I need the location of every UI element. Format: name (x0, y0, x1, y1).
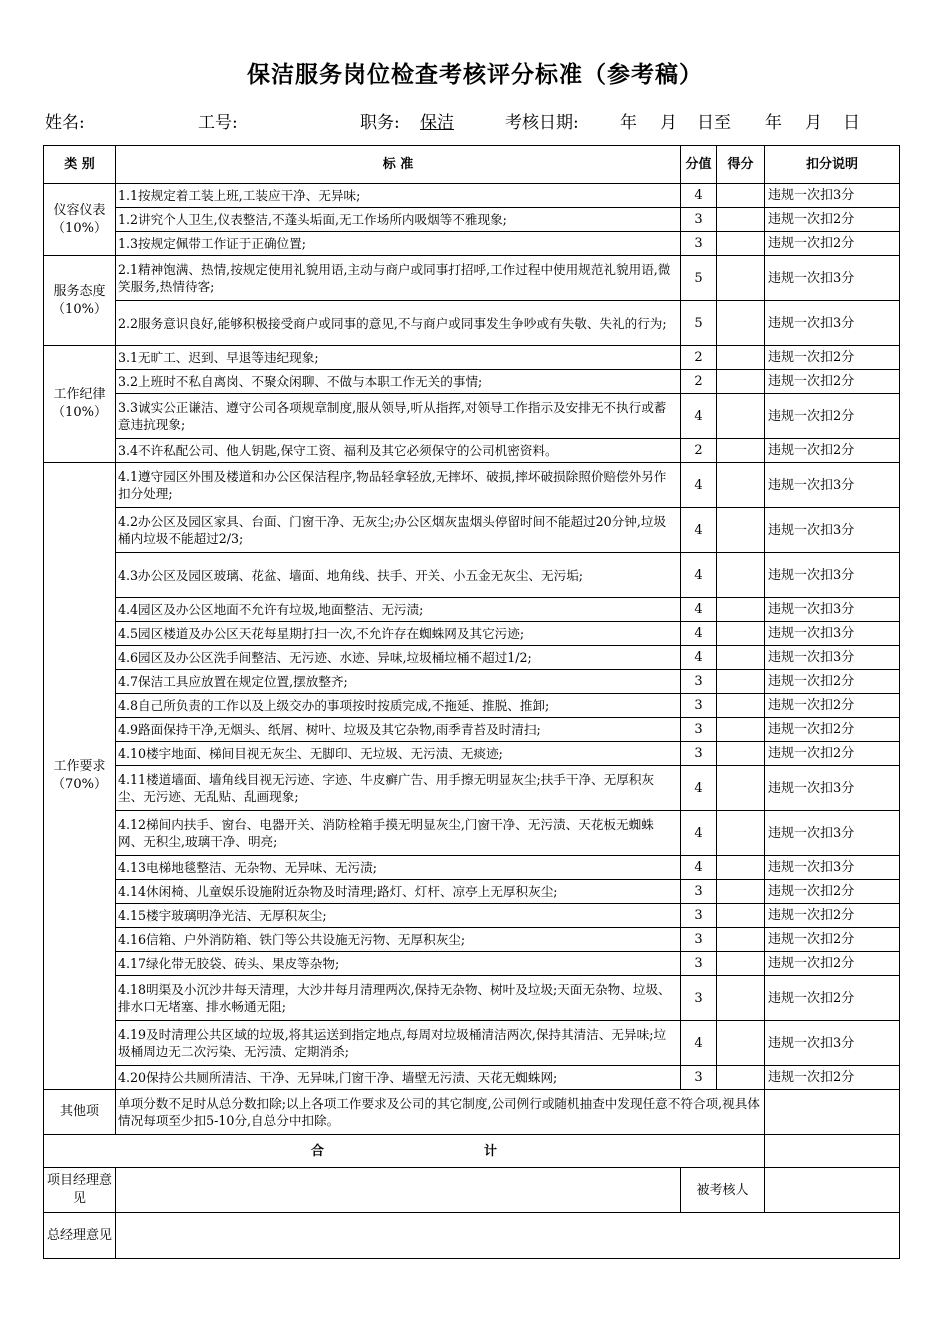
criterion-score[interactable] (717, 694, 765, 718)
criterion-deduction: 违规一次扣3分 (765, 646, 900, 670)
criterion-row (44, 742, 900, 766)
criterion-score[interactable] (717, 670, 765, 694)
criterion-deduction: 违规一次扣2分 (765, 976, 900, 1021)
info-line (0, 108, 950, 138)
criterion-text: 4.13电梯地毯整洁、无杂物、无异味、无污渍; (116, 856, 681, 880)
criterion-points: 2 (681, 439, 717, 463)
criterion-deduction: 违规一次扣2分 (765, 439, 900, 463)
criterion-text: 4.7保洁工具应放置在规定位置,摆放整齐; (116, 670, 681, 694)
criterion-score[interactable] (717, 856, 765, 880)
date-month-1: 月 (660, 113, 677, 133)
category-percent: （70%） (52, 777, 107, 792)
total-row (44, 1135, 900, 1168)
category-cell (44, 184, 116, 256)
criterion-row (44, 598, 900, 622)
criterion-deduction: 违规一次扣3分 (765, 598, 900, 622)
page-title: 保洁服务岗位检查考核评分标准（参考稿） (247, 62, 703, 88)
criterion-points: 5 (681, 256, 717, 301)
criterion-text: 4.5园区楼道及办公区天花每星期打扫一次,不允许存在蜘蛛网及其它污迹; (116, 622, 681, 646)
criterion-score[interactable] (717, 553, 765, 598)
criterion-points: 4 (681, 598, 717, 622)
criterion-deduction: 违规一次扣2分 (765, 670, 900, 694)
criterion-points: 4 (681, 394, 717, 439)
criterion-deduction: 违规一次扣3分 (765, 256, 900, 301)
criterion-row (44, 553, 900, 598)
criterion-score[interactable] (717, 718, 765, 742)
header-points: 分值 (681, 146, 717, 184)
criterion-deduction: 违规一次扣3分 (765, 301, 900, 346)
criterion-text: 4.14休闲椅、儿童娱乐设施附近杂物及时清理;路灯、灯杆、凉亭上无厚积灰尘; (116, 880, 681, 904)
criterion-score[interactable] (717, 256, 765, 301)
criterion-score[interactable] (717, 394, 765, 439)
criterion-score[interactable] (717, 508, 765, 553)
total-label-cell (44, 1135, 765, 1168)
criterion-row (44, 904, 900, 928)
criterion-text: 1.1按规定着工装上班,工装应干净、无异味; (116, 184, 681, 208)
criterion-points: 3 (681, 880, 717, 904)
pm-opinion-row (44, 1168, 900, 1213)
criterion-score[interactable] (717, 208, 765, 232)
criterion-deduction: 违规一次扣2分 (765, 952, 900, 976)
total-value (765, 1135, 900, 1168)
criterion-points: 2 (681, 346, 717, 370)
header-standard: 标 准 (116, 146, 681, 184)
criterion-text: 4.4园区及办公区地面不允许有垃圾,地面整洁、无污渍; (116, 598, 681, 622)
criterion-deduction: 违规一次扣2分 (765, 370, 900, 394)
criterion-text: 3.1无旷工、迟到、早退等违纪现象; (116, 346, 681, 370)
other-label: 其他项 (44, 1090, 116, 1135)
category-name: 工作纪律 (53, 387, 106, 402)
criterion-deduction: 违规一次扣2分 (765, 880, 900, 904)
criterion-row (44, 232, 900, 256)
criterion-text: 4.20保持公共厕所清洁、干净、无异味,门窗干净、墙壁无污渍、天花无蜘蛛网; (116, 1066, 681, 1090)
criterion-row (44, 508, 900, 553)
criterion-score[interactable] (717, 301, 765, 346)
criterion-row (44, 670, 900, 694)
category-cell (44, 346, 116, 463)
criterion-row (44, 766, 900, 811)
gm-opinion-field[interactable] (116, 1213, 900, 1259)
criterion-points: 4 (681, 463, 717, 508)
criterion-row (44, 463, 900, 508)
date-year-2: 年 (765, 113, 782, 133)
criterion-points: 3 (681, 694, 717, 718)
criterion-score[interactable] (717, 811, 765, 856)
criterion-score[interactable] (717, 880, 765, 904)
criterion-row (44, 1021, 900, 1066)
criterion-text: 4.12梯间内扶手、窗台、电器开关、消防栓箱手摸无明显灰尘,门窗干净、无污渍、天花板无蜘蛛网、无积尘,玻璃干净、明亮; (116, 811, 681, 856)
total-label-1: 合 (310, 1143, 324, 1159)
total-label-2: 计 (484, 1143, 498, 1159)
gm-opinion-row (44, 1213, 900, 1259)
criterion-text: 4.17绿化带无胶袋、砖头、果皮等杂物; (116, 952, 681, 976)
post-label: 职务: (360, 113, 400, 133)
criterion-points: 3 (681, 904, 717, 928)
criterion-text: 4.8自己所负责的工作以及上级交办的事项按时按质完成,不拖延、推脱、推卸; (116, 694, 681, 718)
criterion-score[interactable] (717, 928, 765, 952)
criterion-points: 4 (681, 811, 717, 856)
criterion-deduction: 违规一次扣3分 (765, 856, 900, 880)
criterion-row (44, 811, 900, 856)
criterion-score[interactable] (717, 976, 765, 1021)
criterion-row (44, 394, 900, 439)
criterion-text: 4.10楼宇地面、梯间目视无灰尘、无脚印、无垃圾、无污渍、无痰迹; (116, 742, 681, 766)
criterion-score[interactable] (717, 1066, 765, 1090)
category-cell (44, 463, 116, 1090)
id-label: 工号: (198, 113, 238, 133)
header-row (44, 146, 900, 184)
date-month-2: 月 (805, 113, 822, 133)
category-name: 仪容仪表 (53, 202, 106, 218)
criterion-text: 4.3办公区及园区玻璃、花盆、墙面、地角线、扶手、开关、小五金无灰尘、无污垢; (116, 553, 681, 598)
criterion-text: 3.2上班时不私自离岗、不聚众闲聊、不做与本职工作无关的事情; (116, 370, 681, 394)
criterion-score[interactable] (717, 232, 765, 256)
criterion-row (44, 856, 900, 880)
criterion-text: 4.11楼道墙面、墙角线目视无污迹、字迹、牛皮癣广告、用手擦无明显灰尘;扶手干净、无厚积灰尘、无污迹、无乱贴、乱画现象; (116, 766, 681, 811)
criterion-row (44, 346, 900, 370)
criterion-row (44, 439, 900, 463)
criterion-deduction: 违规一次扣2分 (765, 904, 900, 928)
criterion-points: 3 (681, 670, 717, 694)
criterion-deduction: 违规一次扣3分 (765, 811, 900, 856)
header-deduction: 扣分说明 (765, 146, 900, 184)
criterion-deduction: 违规一次扣2分 (765, 742, 900, 766)
criterion-text: 1.2讲究个人卫生,仪表整洁,不蓬头垢面,无工作场所内吸烟等不雅现象; (116, 208, 681, 232)
criterion-row (44, 622, 900, 646)
criterion-text: 4.16信箱、户外消防箱、铁门等公共设施无污物、无厚积灰尘; (116, 928, 681, 952)
criterion-points: 4 (681, 856, 717, 880)
criterion-points: 4 (681, 508, 717, 553)
category-percent: （10%） (52, 405, 107, 420)
criterion-text: 4.9路面保持干净,无烟头、纸屑、树叶、垃圾及其它杂物,雨季青苔及时清扫; (116, 718, 681, 742)
criterion-points: 3 (681, 232, 717, 256)
criterion-points: 4 (681, 622, 717, 646)
criterion-points: 4 (681, 646, 717, 670)
criterion-deduction: 违规一次扣3分 (765, 184, 900, 208)
assessment-table (43, 145, 900, 1259)
category-cell (44, 256, 116, 346)
criterion-points: 4 (681, 1021, 717, 1066)
criterion-deduction: 违规一次扣3分 (765, 1021, 900, 1066)
criterion-row (44, 646, 900, 670)
pm-opinion-label: 项目经理意见 (44, 1168, 116, 1213)
criterion-score[interactable] (717, 904, 765, 928)
other-text: 单项分数不足时从总分数扣除;以上各项工作要求及公司的其它制度,公司例行或随机抽查中发现任意不符合项,视具体情况每项至少扣5-10分,自总分中扣除。 (116, 1090, 765, 1135)
criterion-points: 4 (681, 766, 717, 811)
category-percent: （10%） (52, 301, 107, 317)
criterion-deduction: 违规一次扣2分 (765, 208, 900, 232)
criterion-text: 4.18明渠及小沉沙井每天清理，大沙井每月清理两次,保持无杂物、树叶及垃圾;天面无杂物、垃圾、排水口无堵塞、排水畅通无阻; (116, 976, 681, 1021)
criterion-deduction: 违规一次扣2分 (765, 1066, 900, 1090)
header-score: 得分 (717, 146, 765, 184)
criterion-score[interactable] (717, 1021, 765, 1066)
other-row (44, 1090, 900, 1135)
criterion-points: 2 (681, 370, 717, 394)
criterion-points: 4 (681, 553, 717, 598)
date-year-1: 年 (620, 113, 637, 133)
criterion-score[interactable] (717, 952, 765, 976)
criterion-deduction: 违规一次扣2分 (765, 394, 900, 439)
criterion-row (44, 976, 900, 1021)
criterion-text: 2.2服务意识良好,能够积极接受商户或同事的意见,不与商户或同事发生争吵或有失敬、失礼的行为; (116, 301, 681, 346)
criterion-text: 4.1遵守园区外围及楼道和办公区保洁程序,物品轻拿轻放,无摔坏、破损,摔坏破损除照价赔偿外另作扣分处理; (116, 463, 681, 508)
criterion-text: 1.3按规定佩带工作证于正确位置; (116, 232, 681, 256)
criterion-score[interactable] (717, 463, 765, 508)
criterion-deduction: 违规一次扣2分 (765, 928, 900, 952)
criterion-deduction: 违规一次扣3分 (765, 508, 900, 553)
criterion-deduction: 违规一次扣3分 (765, 766, 900, 811)
criterion-row (44, 928, 900, 952)
criterion-points: 3 (681, 952, 717, 976)
criterion-points: 3 (681, 208, 717, 232)
criterion-row (44, 694, 900, 718)
date-label: 考核日期: (505, 113, 579, 133)
criterion-deduction: 违规一次扣3分 (765, 553, 900, 598)
criterion-points: 3 (681, 1066, 717, 1090)
gm-opinion-label: 总经理意见 (44, 1213, 116, 1259)
criterion-score[interactable] (717, 370, 765, 394)
criterion-score[interactable] (717, 439, 765, 463)
criterion-row (44, 208, 900, 232)
criterion-points: 3 (681, 976, 717, 1021)
criterion-row (44, 880, 900, 904)
criterion-text: 4.2办公区及园区家具、台面、门窗干净、无灰尘;办公区烟灰盅烟头停留时间不能超过20分钟,垃圾桶内垃圾不能超过2/3; (116, 508, 681, 553)
criterion-row (44, 184, 900, 208)
other-empty (765, 1090, 900, 1135)
criterion-score[interactable] (717, 346, 765, 370)
criterion-points: 3 (681, 928, 717, 952)
criterion-row (44, 301, 900, 346)
criterion-score[interactable] (717, 742, 765, 766)
criterion-text: 4.6园区及办公区洗手间整洁、无污迹、水迹、异味,垃圾桶垃桶不超过1/2; (116, 646, 681, 670)
criterion-score[interactable] (717, 184, 765, 208)
criterion-deduction: 违规一次扣2分 (765, 346, 900, 370)
criterion-score[interactable] (717, 766, 765, 811)
date-day-to: 日至 (697, 113, 731, 133)
criterion-row (44, 952, 900, 976)
category-percent: （10%） (52, 220, 107, 236)
header-category: 类 别 (44, 146, 116, 184)
criterion-text: 3.3诚实公正谦洁、遵守公司各项规章制度,服从领导,听从指挥,对领导工作指示及安排无不执行或蓄意违抗现象; (116, 394, 681, 439)
criterion-points: 3 (681, 718, 717, 742)
assessee-field[interactable] (765, 1168, 900, 1213)
pm-opinion-field[interactable] (116, 1168, 681, 1213)
criterion-score[interactable] (717, 646, 765, 670)
post-value: 保洁 (420, 113, 454, 133)
criterion-text: 4.15楼宇玻璃明净光洁、无厚积灰尘; (116, 904, 681, 928)
criterion-points: 4 (681, 184, 717, 208)
criterion-row (44, 1066, 900, 1090)
assessee-label: 被考核人 (681, 1168, 765, 1213)
criterion-row (44, 256, 900, 301)
criterion-deduction: 违规一次扣3分 (765, 463, 900, 508)
criterion-score[interactable] (717, 598, 765, 622)
criterion-row (44, 370, 900, 394)
criterion-text: 2.1精神饱满、热情,按规定使用礼貌用语,主动与商户或同事打招呼,工作过程中使用规范礼貌用语,微笑服务,热情待客; (116, 256, 681, 301)
criterion-deduction: 违规一次扣3分 (765, 622, 900, 646)
category-name: 工作要求 (53, 759, 106, 774)
criterion-points: 3 (681, 742, 717, 766)
criterion-deduction: 违规一次扣2分 (765, 718, 900, 742)
criterion-text: 4.19及时清理公共区域的垃圾,将其运送到指定地点,每周对垃圾桶清洁两次,保持其清洁、无异味;垃圾桶周边无二次污染、无污渍、定期消杀; (116, 1021, 681, 1066)
criterion-score[interactable] (717, 622, 765, 646)
name-label: 姓名: (45, 113, 85, 133)
criterion-text: 3.4不许私配公司、他人钥匙,保守工资、福利及其它必须保守的公司机密资料。 (116, 439, 681, 463)
criterion-deduction: 违规一次扣2分 (765, 694, 900, 718)
category-name: 服务态度 (53, 283, 106, 299)
criterion-row (44, 718, 900, 742)
date-day-2: 日 (843, 113, 860, 133)
criterion-deduction: 违规一次扣2分 (765, 232, 900, 256)
criterion-points: 5 (681, 301, 717, 346)
